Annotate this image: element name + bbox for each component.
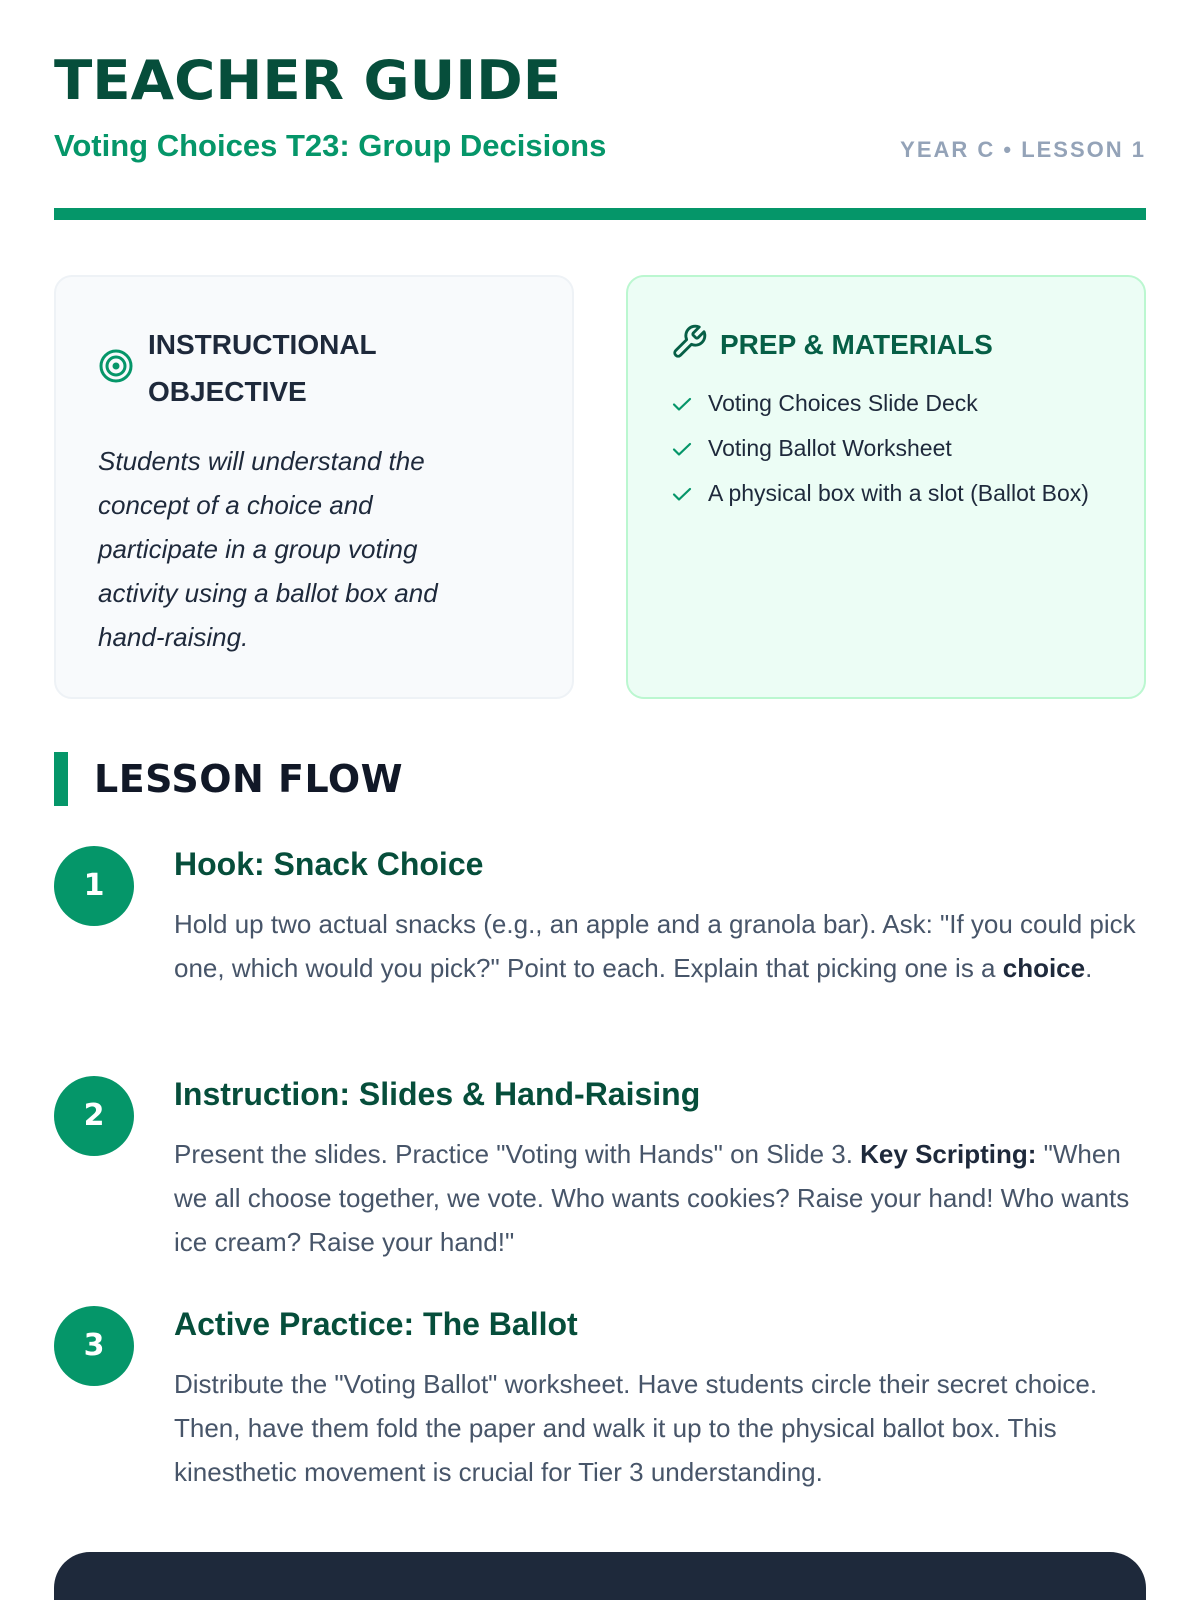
footer-panel [54,1552,1146,1600]
step-body-text: Hold up two actual snacks (e.g., an apple and a granola bar). Ask: "If you could pick one, which would you pick?" Point to each. Explain that picking one is a [174,909,1136,983]
material-label: Voting Ballot Worksheet [708,435,952,461]
check-icon [670,392,694,416]
section-accent-bar [54,752,68,806]
info-cards [54,275,1146,699]
step-body [174,902,1146,990]
lesson-step [54,844,1146,1074]
step-body-text: Distribute the "Voting Ballot" worksheet. Have students circle their secret choice. Then, have them fold the paper and walk it up to the physical ballot box. This kinesthetic movement is crucial for Tier 3 understanding. [174,1369,1098,1487]
material-item [670,387,1090,420]
step-body [174,1362,1146,1494]
lesson-flow-header [54,752,403,806]
material-label: A physical box with a slot (Ballot Box) [708,480,1089,506]
objective-title: INSTRUCTIONAL OBJECTIVE [148,329,377,407]
check-icon [670,482,694,506]
step-body-text-end: "When we all choose together, we vote. Who wants cookies? Raise your hand! Who wants ice cream? Raise your hand!" [174,1139,1130,1257]
step-number-badge: 2 [54,1076,134,1156]
lesson-step [54,1074,1146,1304]
material-label: Voting Choices Slide Deck [708,390,978,416]
prep-card-header [670,321,993,368]
objective-card [54,275,574,699]
lesson-meta: YEAR C • LESSON 1 [900,137,1146,162]
step-body-text: Present the slides. Practice "Voting with Hands" on Slide 3. [174,1139,861,1169]
materials-list [670,387,1090,522]
step-title: Instruction: Slides & Hand-Raising [174,1076,701,1112]
wrench-icon [670,323,708,366]
step-body-text-end: . [1085,953,1093,983]
lesson-steps [54,844,1146,1534]
step-body-emphasis: Key Scripting: [860,1139,1037,1169]
page-title: TEACHER GUIDE [54,49,562,112]
lesson-subtitle: Voting Choices T23: Group Decisions [54,128,607,163]
lesson-flow-title: LESSON FLOW [94,757,404,801]
material-item [670,477,1090,510]
prep-card [626,275,1146,699]
prep-title: PREP & MATERIALS [720,329,993,360]
lesson-step [54,1304,1146,1534]
step-body [174,1132,1146,1264]
step-number-badge: 3 [54,1306,134,1386]
objective-card-header [98,321,428,415]
material-item [670,432,1090,465]
objective-text: Students will understand the concept of a choice and participate in a group voting activity using a ballot box and hand-raising. [98,446,438,652]
step-title: Active Practice: The Ballot [174,1306,578,1342]
header-divider [54,208,1146,220]
step-title: Hook: Snack Choice [174,846,484,882]
header [54,0,1146,220]
step-body-emphasis: choice [1002,953,1086,983]
step-number-badge: 1 [54,846,134,926]
target-icon [98,348,134,389]
check-icon [670,437,694,461]
